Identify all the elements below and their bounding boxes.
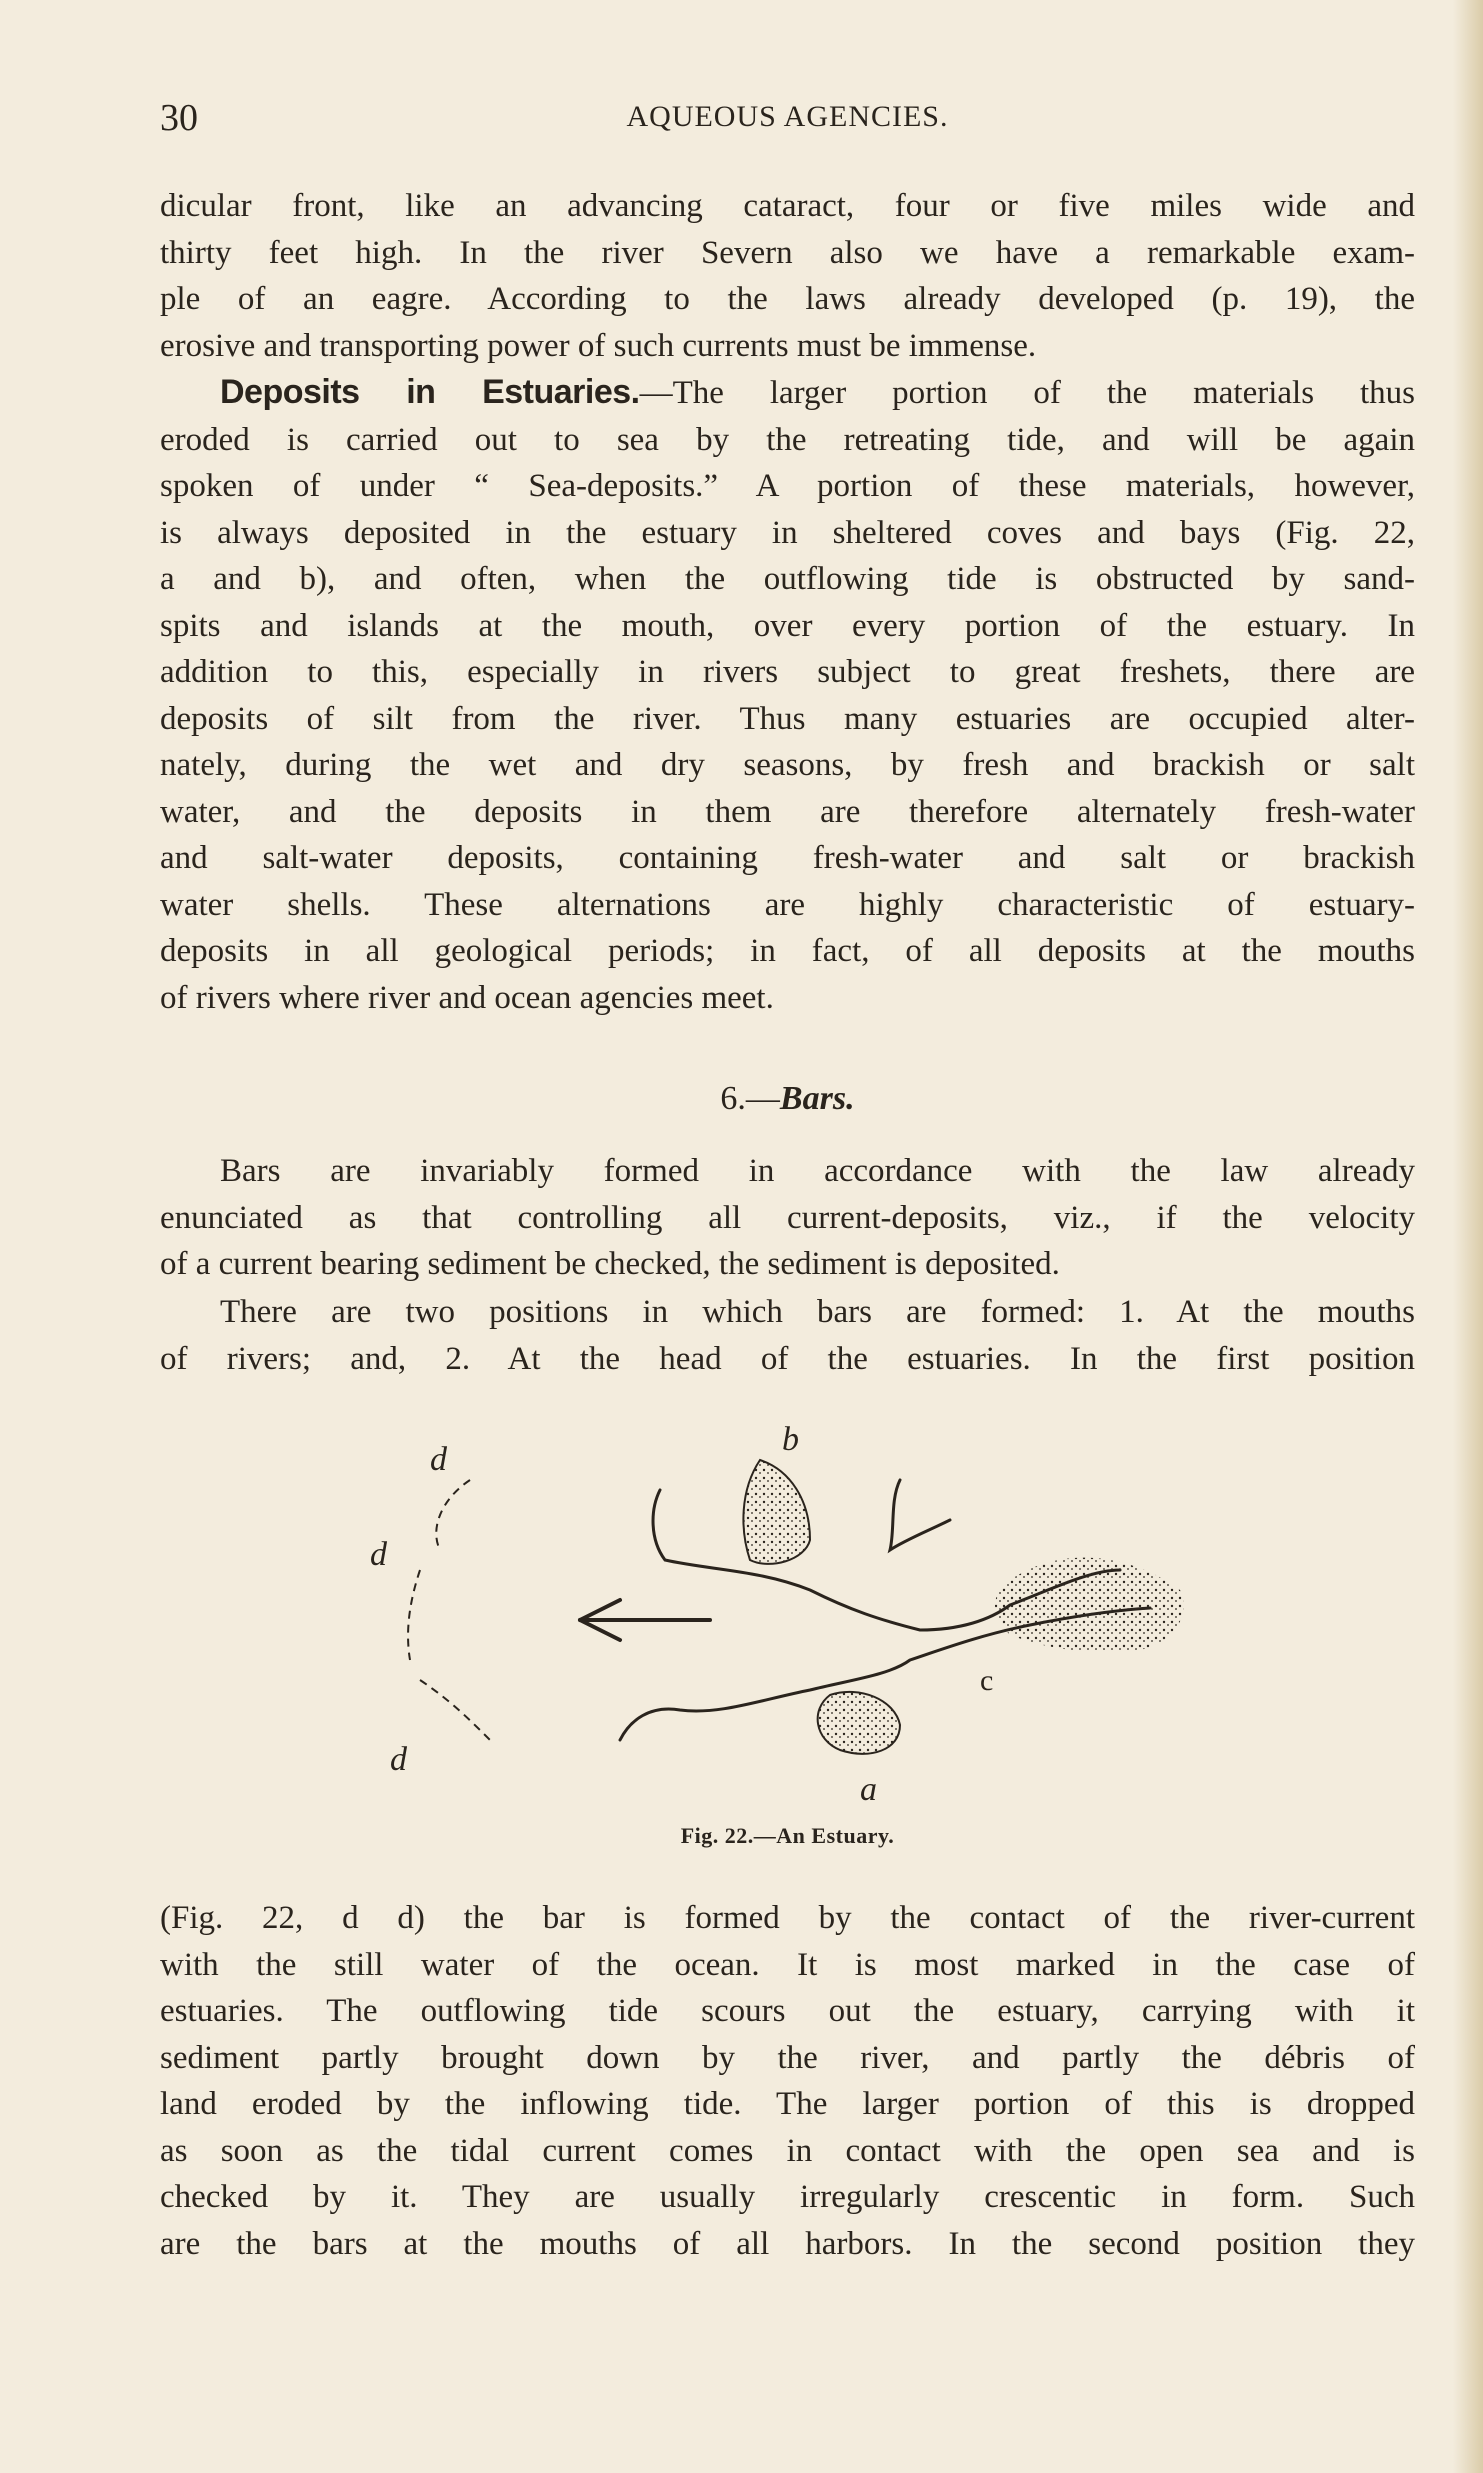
- paragraph-deposits-in-estuaries: [160, 369, 1415, 1021]
- text-line: with the still water of the ocean. It is most marked in the case of: [160, 1946, 1415, 1983]
- text-line: land eroded by the inflowing tide. The larger portion of this is dropped: [160, 2086, 1415, 2122]
- label-d-middle: d: [370, 1536, 387, 1573]
- paragraph-bar-formation: [160, 1895, 1415, 2267]
- text-line: estuaries. The outflowing tide scours out the estuary, carrying with it: [160, 1993, 1415, 2029]
- page-header: [160, 96, 1415, 156]
- text-line: thirty feet high. In the river Severn also we have a remarkable exam-: [160, 234, 1415, 271]
- text-line: are the bars at the mouths of all harbors. In the second position they: [160, 2225, 1415, 2262]
- text-line: a and b), and often, when the outflowing tide is obstructed by sand-: [160, 561, 1415, 597]
- estuary-illustration: [290, 1420, 1310, 1840]
- deposit-b: [743, 1460, 810, 1564]
- text-line: checked by it. They are usually irregularly crescentic in form. Such: [160, 2179, 1415, 2215]
- paragraph-bars-law: [160, 1148, 1415, 1288]
- text-line: deposits of silt from the river. Thus many estuaries are occupied alter-: [160, 700, 1415, 737]
- figure-caption: Fig. 22.—An Estuary.: [680, 1823, 895, 1848]
- label-d-bottom: d: [390, 1741, 407, 1778]
- text-line: and salt-water deposits, containing fresh-water and salt or brackish: [160, 840, 1415, 876]
- text-line: dicular front, like an advancing cataract, four or five miles wide and: [160, 188, 1415, 224]
- text-line: ple of an eagre. According to the laws already developed (p. 19), the: [160, 281, 1415, 317]
- section-number: 6.—: [720, 1080, 780, 1117]
- running-head: AQUEOUS AGENCIES.: [626, 100, 949, 133]
- text-line: There are two positions in which bars are formed: 1. At the mouths: [220, 1294, 1415, 1330]
- text-line: deposits in all geological periods; in fact, of all deposits at the mouths: [160, 933, 1415, 969]
- estuary-figure: [290, 1420, 1310, 1840]
- deposit-c: [995, 1558, 1184, 1652]
- label-b: b: [782, 1421, 799, 1458]
- text-line: is always deposited in the estuary in sheltered coves and bays (Fig. 22,: [160, 514, 1415, 551]
- deposit-a: [818, 1692, 900, 1754]
- text-line: erosive and transporting power of such currents must be immense.: [160, 327, 1037, 364]
- label-c: c: [980, 1664, 994, 1697]
- section-title: Bars.: [779, 1080, 855, 1117]
- text-line: water, and the deposits in them are therefore alternately fresh-water: [160, 793, 1415, 830]
- text-line: spoken of under “ Sea-deposits.” A portion of these materials, however,: [160, 468, 1415, 504]
- right-inlet-line: [890, 1480, 950, 1550]
- text-line: of a current bearing sediment be checked, the sediment is deposited.: [160, 1246, 1060, 1282]
- text-line: Bars are invariably formed in accordance with the law already: [220, 1153, 1415, 1189]
- bar-deposits-d: [408, 1480, 490, 1740]
- current-arrow: [580, 1600, 710, 1640]
- text-line: spits and islands at the mouth, over every portion of the estuary. In: [160, 607, 1415, 644]
- page-number: 30: [160, 97, 198, 139]
- text-line-rest: —The larger portion of the materials thus: [639, 375, 1415, 411]
- paragraph-eagre: [160, 183, 1415, 369]
- section-heading: [160, 1080, 1415, 1118]
- paragraph-bar-positions: [160, 1289, 1415, 1382]
- text-line: sediment partly brought down by the river, and partly the débris of: [160, 2039, 1415, 2076]
- label-d-top: d: [430, 1441, 447, 1478]
- label-a: a: [860, 1771, 877, 1808]
- text-line: [160, 369, 1415, 417]
- text-line: nately, during the wet and dry seasons, by fresh and brackish or salt: [160, 747, 1415, 783]
- text-line: of rivers; and, 2. At the head of the estuaries. In the first position: [160, 1340, 1415, 1377]
- text-line: addition to this, especially in rivers subject to great freshets, there are: [160, 654, 1415, 690]
- run-in-heading: Deposits in Estuaries.: [220, 373, 640, 411]
- text-line: as soon as the tidal current comes in contact with the open sea and is: [160, 2132, 1415, 2169]
- text-line: water shells. These alternations are highly characteristic of estuary-: [160, 886, 1415, 923]
- text-line: of rivers where river and ocean agencies meet.: [160, 979, 774, 1016]
- page-edge-shadow: [1453, 0, 1483, 2473]
- text-line: enunciated as that controlling all current-deposits, viz., if the velocity: [160, 1199, 1415, 1236]
- text-line: (Fig. 22, d d) the bar is formed by the contact of the river-current: [160, 1900, 1415, 1936]
- text-line: eroded is carried out to sea by the retreating tide, and will be again: [160, 421, 1415, 458]
